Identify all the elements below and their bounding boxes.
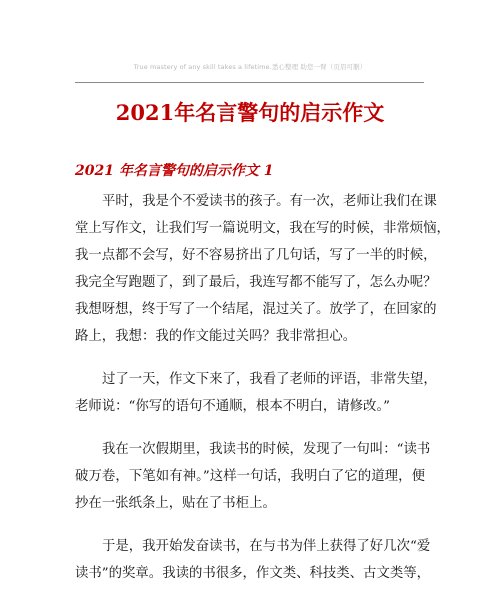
text-line: 我在一次假期里，我读书的时候，发现了一句叫：“读书 (102, 442, 431, 457)
text-line: 读书”的奖章。我读的书很多，作文类、科技类、古文类等， (75, 566, 430, 581)
text-line: 堂上写作文，让我们写一篇说明文，我在写的时候，非常烦恼， (75, 221, 450, 236)
paragraph (75, 533, 431, 587)
text-line: 我完全写跑题了，到了最后，我连写都不能写了，怎么办呢？ (75, 275, 437, 290)
document-title: 2021年名言警句的启示作文 (115, 100, 385, 125)
text-line: 路上，我想：我的作文能过关吗？我非常担心。 (75, 329, 357, 344)
text-line: 我想呀想，终于写了一个结尾，混过关了。放学了，在回家的 (75, 302, 437, 317)
text-line: 平时，我是个不爱读书的孩子。有一次，老师让我们在课 (102, 194, 437, 209)
text-line: 于是，我开始发奋读书，在与书为伴上获得了好几次“爱 (102, 539, 431, 554)
text-line: 抄在一张纸条上，贴在了书柜上。 (75, 496, 276, 511)
section-heading: 2021 年名言警句的启示作文 1 (75, 163, 274, 179)
header-divider (75, 82, 424, 83)
text-line: 我一点都不会写，好不容易挤出了几句话，写了一半的时候， (75, 248, 437, 263)
paragraph (75, 436, 431, 517)
text-line: 破万卷，下笔如有神。”这样一句话，我明白了它的道理，便 (75, 469, 425, 484)
text-line: 老师说：“你写的语句不通顺，根本不明白，请修改。” (75, 399, 390, 414)
text-line: 过了一天，作文下来了，我看了老师的评语，非常失望， (102, 372, 437, 387)
document-body (75, 188, 450, 603)
paragraph (75, 366, 437, 420)
page-header-note: True mastery of any skill takes a lifetime.悉心整理 助您一臂（页眉可删） (133, 63, 367, 71)
paragraph (75, 188, 450, 350)
